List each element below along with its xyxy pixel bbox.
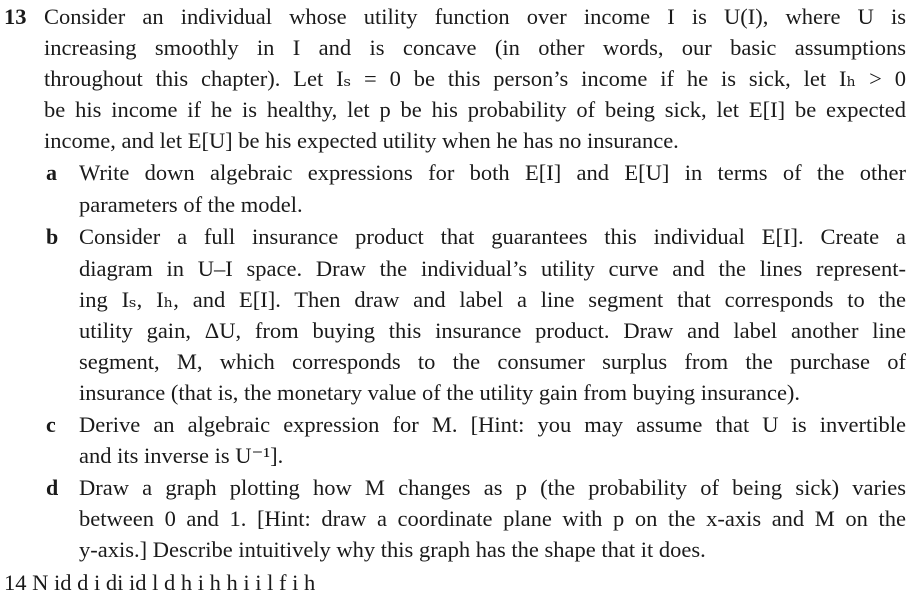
part-a-line-2: parameters of the model. [79,192,303,217]
next-problem-cutoff [0,560,917,590]
part-c-line-2: and its inverse is U⁻¹]. [79,443,284,468]
part-a-line-1: Write down algebraic expressions for both E[I] and E[U] in terms of the other [79,160,906,185]
stem-line-1: Consider an individual whose utility function over income I is U(I), where U is [44,4,906,29]
part-b-line-6: insurance (that is, the monetary value of the utility gain from buying insurance). [79,380,801,405]
stem-line-3: throughout this chapter). Let Iₛ = 0 be this person’s income if he is sick, let Iₕ > 0 [44,66,906,91]
part-b-line-4: utility gain, ΔU, from buying this insurance product. Draw and label another line [79,318,906,343]
part-c-line-1: Derive an algebraic expression for M. [Hint: you may assume that U is invertible [79,412,906,437]
part-b-letter: b [46,224,59,249]
part-b-line-5: segment, M, which corresponds to the consumer surplus from the purchase of [79,349,906,374]
stem-line-5: income, and let E[U] be his expected utility when he has no insurance. [44,128,679,153]
part-d-letter: d [46,475,59,500]
stem-line-2: increasing smoothly in I and is concave (in other words, our basic assumptions [44,35,906,60]
part-d-line-1: Draw a graph plotting how M changes as p (the probability of being sick) varies [79,475,906,500]
part-d-line-3: y-axis.] Describe intuitively why this graph has the shape that it does. [79,537,706,562]
part-b-line-3: ing Iₛ, Iₕ, and E[I]. Then draw and label a line segment that corresponds to the [79,287,906,312]
part-c-letter: c [46,412,56,437]
part-a-letter: a [46,160,57,185]
part-d-line-2: between 0 and 1. [Hint: draw a coordinate plane with p on the x-axis and M on the [79,506,906,531]
next-problem-cutoff-text: 14 N id d i di id l d h i h h i i l f i h [4,570,316,590]
part-b-line-1: Consider a full insurance product that guarantees this individual E[I]. Create a [79,224,906,249]
problem-number: 13 [4,4,27,29]
part-b-line-2: diagram in U–I space. Draw the individual’s utility curve and the lines represent- [79,256,906,281]
stem-line-4: be his income if he is healthy, let p be his probability of being sick, let E[I] be expected [44,97,906,122]
